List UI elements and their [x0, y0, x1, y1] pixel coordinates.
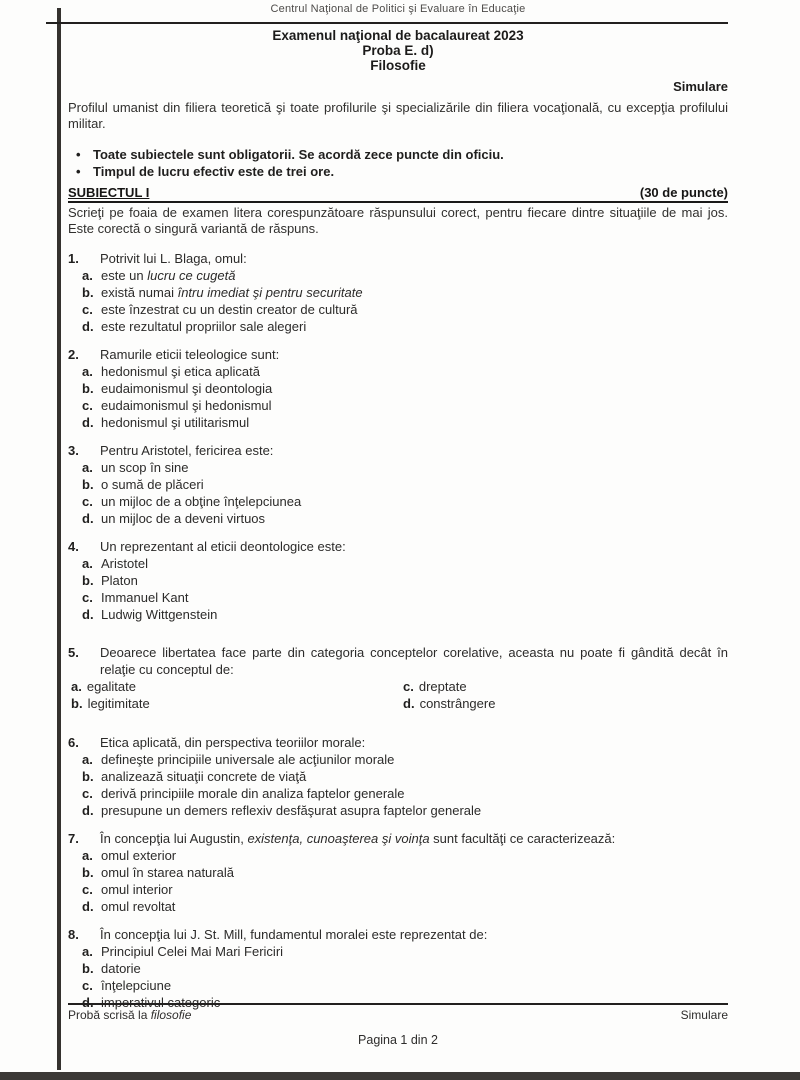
question-head — [68, 734, 728, 751]
option-text: Immanuel Kant — [101, 590, 189, 605]
question-text: Ramurile eticii teleologice sunt: — [100, 347, 280, 362]
question-number: 2. — [68, 347, 79, 362]
question-options — [82, 459, 728, 527]
option-text: constrângere — [419, 696, 496, 711]
bullet-marker: • — [76, 164, 81, 179]
option-letter: d. — [82, 803, 94, 818]
question-option — [82, 785, 728, 802]
question-option — [403, 678, 728, 695]
option-letter: a. — [82, 460, 93, 475]
option-text: există numai întru imediat şi pentru securitate — [101, 285, 363, 300]
question — [68, 442, 728, 527]
bullet-marker: • — [76, 147, 81, 162]
bullet-text: Toate subiectele sunt obligatorii. Se acordă zece puncte din oficiu. — [93, 147, 504, 162]
question — [68, 538, 728, 623]
option-text: datorie — [101, 961, 141, 976]
option-letter: a. — [71, 679, 82, 694]
question-option — [82, 380, 728, 397]
question-options — [82, 267, 728, 335]
question-text: În concepţia lui J. St. Mill, fundamentul moralei este reprezentat de: — [100, 927, 488, 942]
question-option — [403, 695, 728, 712]
option-letter: c. — [82, 786, 93, 801]
question-text: În concepţia lui Augustin, existenţa, cunoaşterea şi voinţa sunt facultăţi ce caracterizează: — [100, 831, 616, 846]
question-text: Deoarece libertatea face parte din categoria conceptelor corelative, aceasta nu poate fi gândită decât în relaţie cu conceptul de: — [100, 645, 728, 677]
option-letter: b. — [82, 477, 94, 492]
question-head — [68, 644, 728, 678]
option-letter: b. — [82, 381, 94, 396]
question-option — [82, 397, 728, 414]
option-letter: c. — [82, 882, 93, 897]
scan-edge-left — [57, 8, 61, 1070]
option-text: înţelepciune — [101, 978, 172, 993]
instructions: Scrieţi pe foaia de examen litera corespunzătoare răspunsului corect, pentru fiecare dintre situaţiile de mai jos. Este corectă o singură variantă de răspuns. — [68, 205, 728, 236]
page-number: Pagina 1 din 2 — [358, 1033, 438, 1047]
question-number: 1. — [68, 251, 79, 266]
option-text: un mijloc de a deveni virtuos — [101, 511, 266, 526]
option-text: omul interior — [101, 882, 173, 897]
question-head — [68, 346, 728, 363]
option-text: egalitate — [86, 679, 136, 694]
option-letter: a. — [82, 752, 93, 767]
question-option — [82, 493, 728, 510]
option-text: eudaimonismul şi hedonismul — [101, 398, 272, 413]
option-letter: c. — [82, 978, 93, 993]
exam-title-block — [68, 28, 728, 73]
section-title: SUBIECTUL I — [68, 185, 150, 200]
option-text: hedonismul şi etica aplicată — [101, 364, 260, 379]
section-points: (30 de puncte) — [639, 185, 728, 200]
question-option — [82, 898, 728, 915]
question-text: Un reprezentant al eticii deontologice este: — [100, 539, 346, 554]
option-text: un scop în sine — [101, 460, 189, 475]
question-options — [82, 943, 728, 1011]
question-option — [82, 459, 728, 476]
question-option — [82, 606, 728, 623]
option-text: Principiul Celei Mai Mari Fericiri — [101, 944, 284, 959]
question — [68, 644, 728, 712]
scan-edge-bottom — [0, 1072, 800, 1080]
footer-left: Probă scrisă la filosofie — [68, 1008, 192, 1022]
option-letter: a. — [82, 556, 93, 571]
question-number: 3. — [68, 443, 79, 458]
option-letter: d. — [82, 415, 94, 430]
question-number: 8. — [68, 927, 79, 942]
option-letter: a. — [82, 944, 93, 959]
question-option — [82, 267, 728, 284]
question-options — [82, 363, 728, 431]
option-letter: c. — [403, 679, 414, 694]
question — [68, 926, 728, 1011]
question-option — [82, 802, 728, 819]
footer-row — [68, 1008, 728, 1022]
question-head — [68, 250, 728, 267]
option-letter: d. — [82, 319, 94, 334]
option-letter: c. — [82, 590, 93, 605]
question-option — [82, 943, 728, 960]
question-option — [82, 318, 728, 335]
header-rule — [46, 22, 728, 24]
option-letter: a. — [82, 268, 93, 283]
question-option — [82, 301, 728, 318]
question-option — [82, 476, 728, 493]
option-letter: b. — [82, 769, 94, 784]
question — [68, 734, 728, 819]
question-option — [82, 768, 728, 785]
option-text: imperativul categoric — [101, 995, 221, 1010]
exam-subject: Filosofie — [370, 58, 426, 73]
question-option — [82, 847, 728, 864]
question-option — [82, 572, 728, 589]
question-option — [82, 555, 728, 572]
question-option — [82, 414, 728, 431]
question-option — [82, 589, 728, 606]
question-options — [82, 751, 728, 819]
option-letter: c. — [82, 494, 93, 509]
question-number: 5. — [68, 645, 79, 660]
question-option — [82, 977, 728, 994]
question-number: 6. — [68, 735, 79, 750]
option-letter: b. — [82, 865, 94, 880]
question-option — [71, 695, 403, 712]
option-text: hedonismul şi utilitarismul — [101, 415, 250, 430]
question-text: Etica aplicată, din perspectiva teoriilor morale: — [100, 735, 366, 750]
question-option — [82, 881, 728, 898]
question-option — [82, 960, 728, 977]
option-text: omul revoltat — [101, 899, 176, 914]
option-letter: d. — [82, 899, 94, 914]
option-letter: d. — [82, 511, 94, 526]
question-option — [82, 751, 728, 768]
section-header — [68, 185, 728, 203]
question-options — [82, 847, 728, 915]
question-options — [82, 555, 728, 623]
questions — [68, 250, 728, 1011]
option-text: o sumă de plăceri — [101, 477, 204, 492]
question-head — [68, 926, 728, 943]
option-letter: d. — [82, 607, 94, 622]
option-letter: a. — [82, 364, 93, 379]
option-text: Platon — [101, 573, 138, 588]
question-head — [68, 830, 728, 847]
exam-title: Examenul naţional de bacalaureat 2023 — [272, 28, 524, 43]
option-text: Aristotel — [101, 556, 148, 571]
option-letter: c. — [82, 398, 93, 413]
option-text: un mijloc de a obţine înţelepciunea — [101, 494, 302, 509]
option-text: eudaimonismul şi deontologia — [101, 381, 273, 396]
bullet-item — [68, 146, 728, 163]
option-text: defineşte principiile universale ale acţiunilor morale — [101, 752, 395, 767]
exam-probe: Proba E. d) — [362, 43, 434, 58]
option-letter: b. — [82, 573, 94, 588]
question-option — [71, 678, 403, 695]
option-letter: c. — [82, 302, 93, 317]
option-text: este înzestrat cu un destin creator de cultură — [101, 302, 358, 317]
question-text: Pentru Aristotel, fericirea este: — [100, 443, 274, 458]
option-text: este rezultatul propriilor sale alegeri — [101, 319, 307, 334]
bullet-text: Timpul de lucru efectiv este de trei ore. — [93, 164, 335, 179]
exam-page — [68, 0, 728, 1011]
question-option — [82, 284, 728, 301]
org-header: Centrul Naţional de Politici şi Evaluare în Educaţie — [270, 3, 526, 15]
profile-note: Profilul umanist din filiera teoretică şi toate profilurile şi specializările din filiera vocaţională, cu excepţia profilului militar. — [68, 100, 728, 131]
bullet-list — [68, 146, 728, 180]
option-letter: b. — [82, 285, 94, 300]
question-text: Potrivit lui L. Blaga, omul: — [100, 251, 247, 266]
question-options — [71, 678, 728, 712]
question-option — [82, 510, 728, 527]
option-text: este un lucru ce cugetă — [101, 268, 236, 283]
bullet-item — [68, 163, 728, 180]
question — [68, 346, 728, 431]
option-text: dreptate — [418, 679, 467, 694]
edition-label: Simulare — [673, 79, 728, 94]
option-text: derivă principiile morale din analiza faptelor generale — [101, 786, 405, 801]
option-letter: d. — [403, 696, 415, 711]
option-text: Ludwig Wittgenstein — [101, 607, 218, 622]
option-letter: b. — [82, 961, 94, 976]
question-head — [68, 538, 728, 555]
option-letter: a. — [82, 848, 93, 863]
question-number: 7. — [68, 831, 79, 846]
page-footer — [68, 1003, 728, 1047]
question — [68, 250, 728, 335]
option-letter: b. — [71, 696, 83, 711]
option-letter: d. — [82, 995, 94, 1010]
question-option — [82, 864, 728, 881]
footer-right: Simulare — [680, 1008, 728, 1022]
option-text: omul exterior — [101, 848, 177, 863]
option-text: presupune un demers reflexiv desfăşurat asupra faptelor generale — [101, 803, 482, 818]
question-number: 4. — [68, 539, 79, 554]
option-text: legitimitate — [87, 696, 150, 711]
question-head — [68, 442, 728, 459]
question — [68, 830, 728, 915]
option-text: omul în starea naturală — [101, 865, 234, 880]
question-option — [82, 363, 728, 380]
option-text: analizează situaţii concrete de viaţă — [101, 769, 307, 784]
